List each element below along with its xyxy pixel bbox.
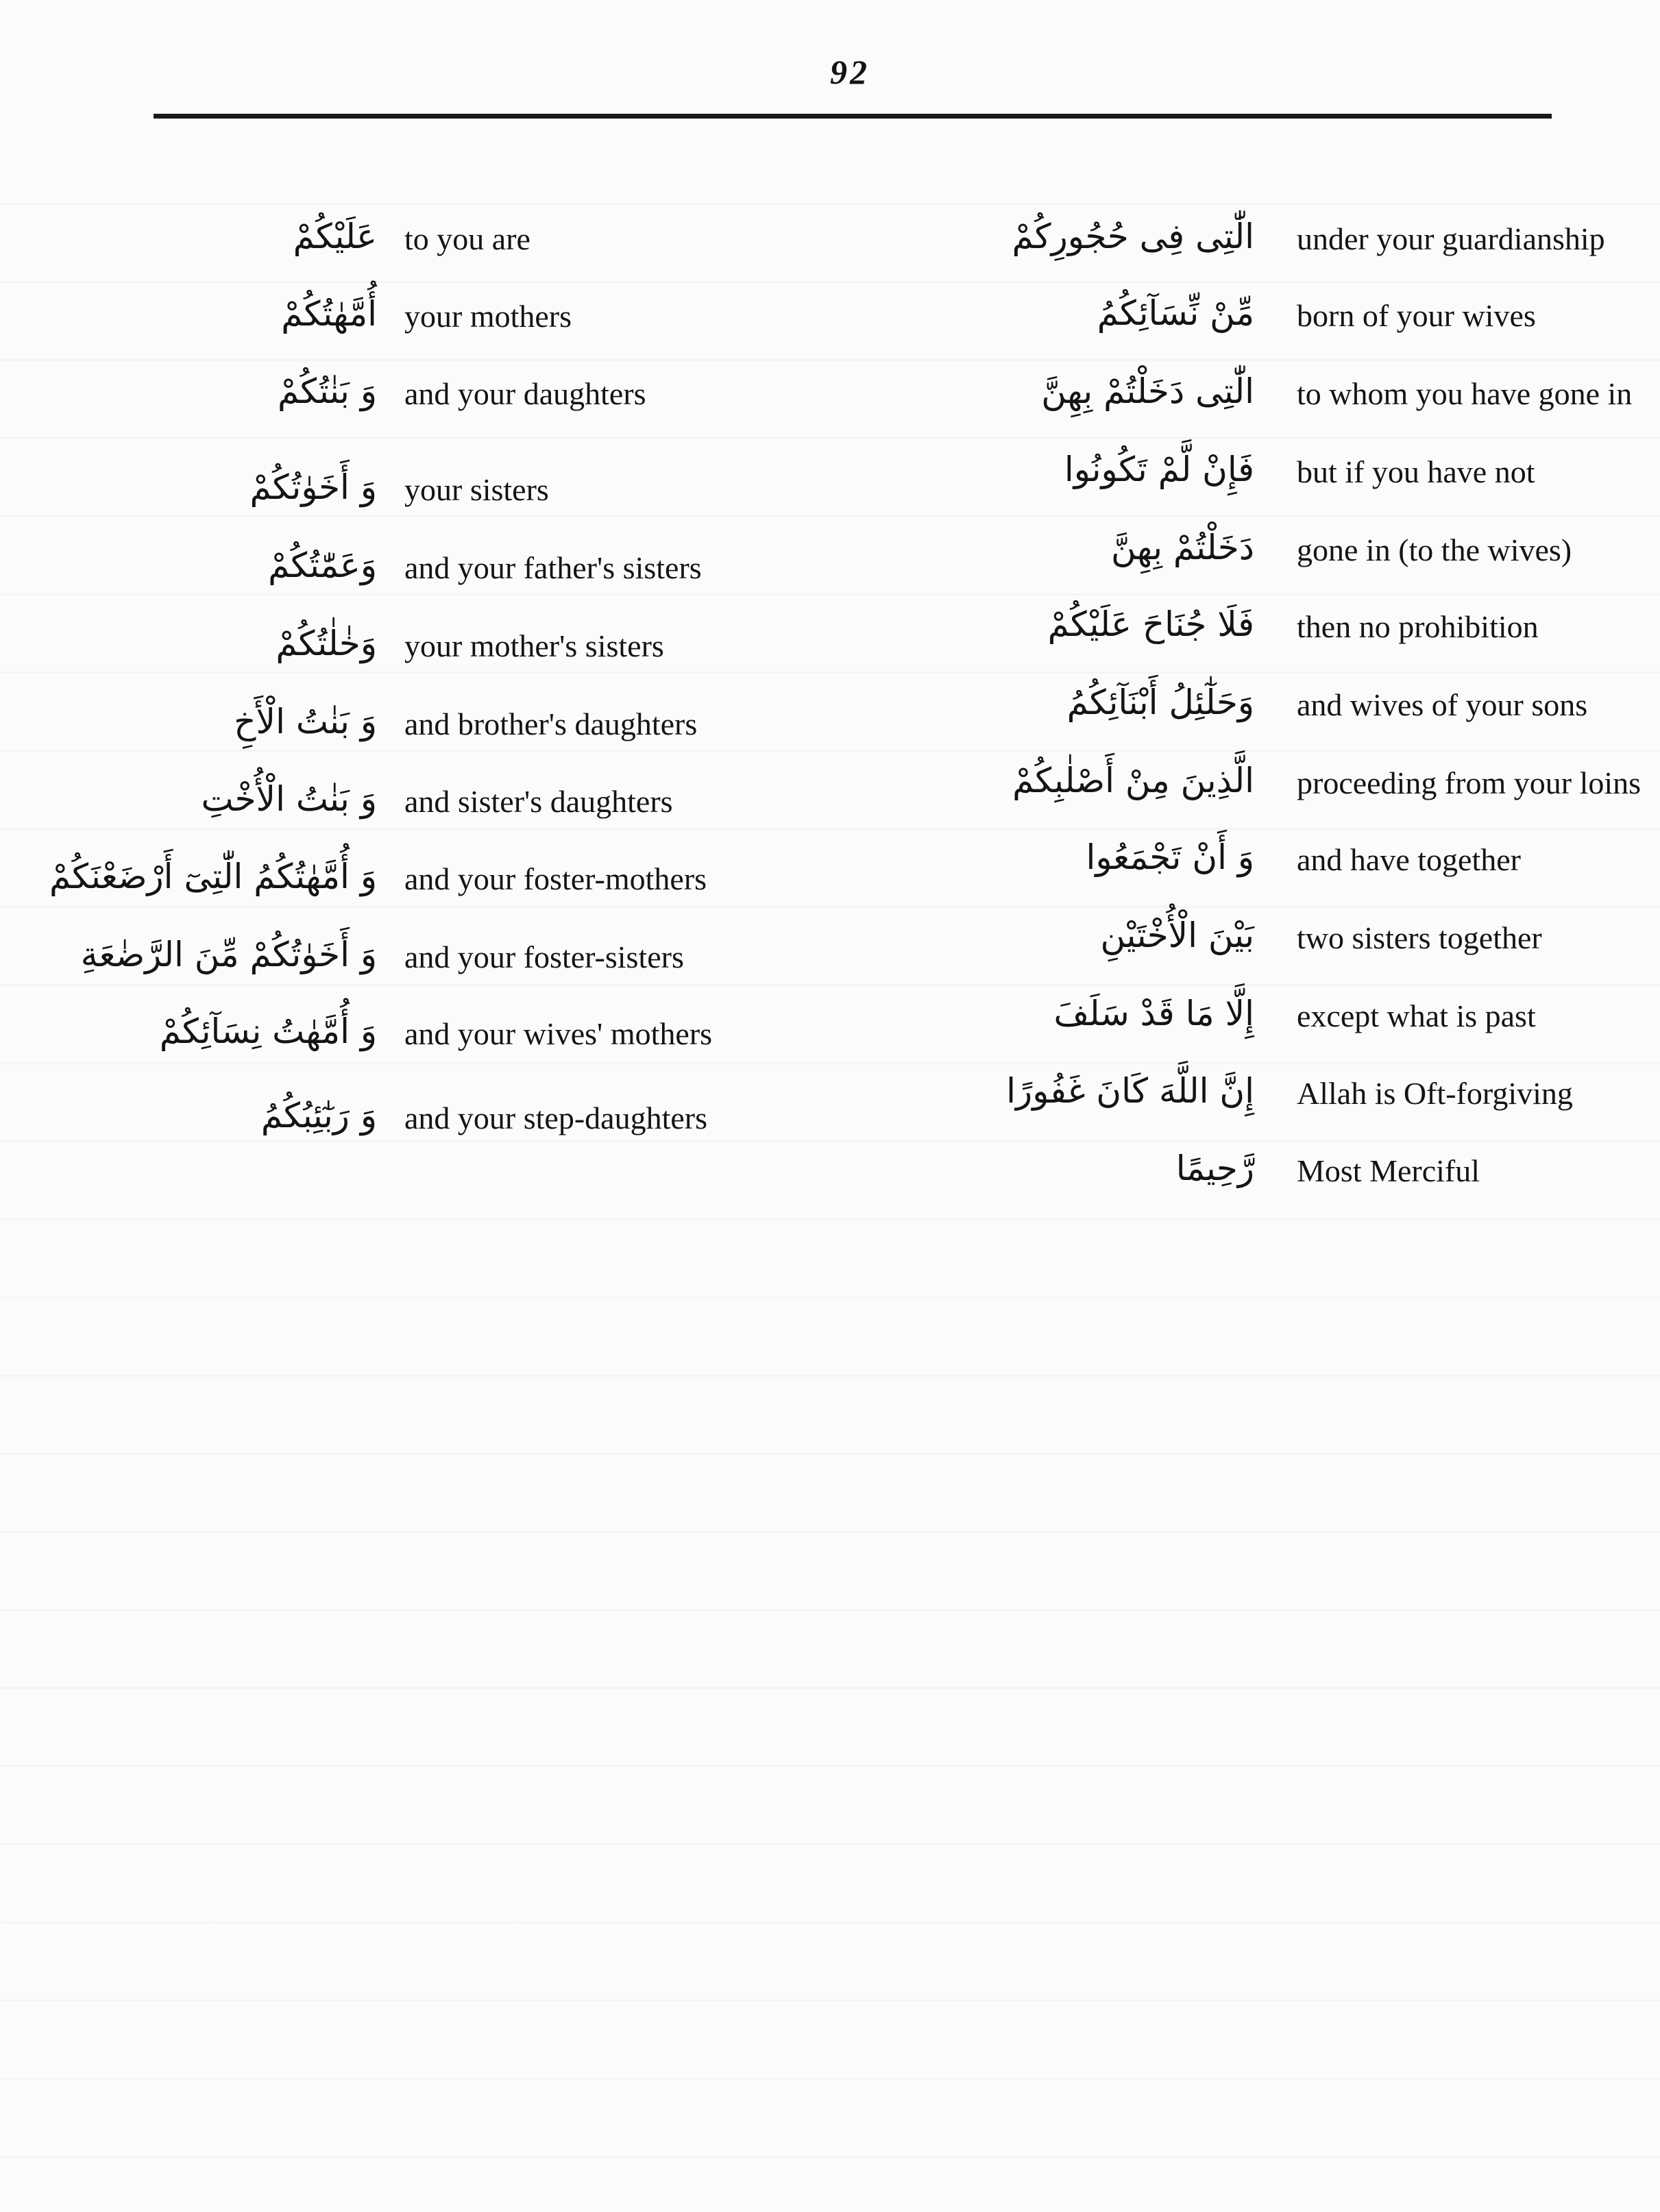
english-gloss: to whom you have gone in xyxy=(1297,376,1633,411)
header-rule xyxy=(154,114,1552,119)
english-gloss: and have together xyxy=(1297,842,1521,877)
arabic-term: وَ بَنٰتُكُمْ xyxy=(277,371,377,411)
arabic-term: الّٰتِى دَخَلْتُمْ بِهِنَّ xyxy=(1041,371,1254,411)
arabic-term: وَخٰلٰتُكُمْ xyxy=(276,624,377,663)
english-gloss: gone in (to the wives) xyxy=(1297,532,1572,567)
english-gloss: proceeding from your loins xyxy=(1297,765,1641,800)
arabic-term: الّٰتِى فِى حُجُورِكُمْ xyxy=(1012,217,1254,256)
arabic-term: وَ أَخَوٰتُكُمْ xyxy=(249,467,377,507)
arabic-term: وَ أَخَوٰتُكُمْ مِّنَ الرَّضٰعَةِ xyxy=(80,935,377,974)
arabic-term: الَّذِينَ مِنْ أَصْلٰبِكُمْ xyxy=(1012,761,1254,800)
arabic-term: فَإِنْ لَّمْ تَكُونُوا xyxy=(1064,450,1254,489)
arabic-term: وَ أُمَّهٰتُكُمُ الّٰتِىٓ أَرْضَعْنَكُمْ xyxy=(49,857,377,896)
english-gloss: and brother's daughters xyxy=(404,706,698,741)
english-gloss: Allah is Oft-forgiving xyxy=(1297,1076,1573,1111)
arabic-term: دَخَلْتُمْ بِهِنَّ xyxy=(1110,528,1254,567)
arabic-term: وَ أَنْ تَجْمَعُوا xyxy=(1086,837,1254,877)
english-gloss: two sisters together xyxy=(1297,920,1542,955)
english-gloss: and your father's sisters xyxy=(404,550,702,585)
arabic-term: مِّنْ نِّسَآئِكُمُ xyxy=(1097,293,1254,333)
arabic-term: أُمَّهٰتُكُمْ xyxy=(281,294,377,334)
english-gloss: and sister's daughters xyxy=(404,784,673,819)
english-gloss: and your step-daughters xyxy=(404,1101,707,1135)
english-gloss: and your daughters xyxy=(404,376,646,411)
english-gloss: your sisters xyxy=(404,472,549,507)
english-gloss: under your guardianship xyxy=(1297,221,1605,256)
english-gloss: and your foster-mothers xyxy=(404,861,707,896)
english-gloss: to you are xyxy=(404,221,530,256)
english-gloss: and wives of your sons xyxy=(1297,687,1588,722)
english-gloss: but if you have not xyxy=(1297,454,1535,489)
arabic-term: عَلَيْكُمْ xyxy=(293,217,377,256)
arabic-term: رَّحِيمًا xyxy=(1175,1148,1254,1188)
page-number: 92 xyxy=(830,53,870,91)
arabic-term: إِلَّا مَا قَدْ سَلَفَ xyxy=(1053,994,1254,1033)
arabic-term: وَ أُمَّهٰتُ نِسَآئِكُمْ xyxy=(159,1011,377,1051)
arabic-term: وَحَلٰٓئِلُ أَبْنَآئِكُمُ xyxy=(1066,683,1254,722)
arabic-term: بَيْنَ الْأُخْتَيْنِ xyxy=(1100,915,1254,955)
arabic-term: وَ بَنٰتُ الْأَخِ xyxy=(234,702,377,741)
english-gloss: except what is past xyxy=(1297,998,1536,1033)
arabic-term: وَعَمّٰتُكُمْ xyxy=(268,545,377,585)
english-gloss: and your wives' mothers xyxy=(404,1016,713,1051)
arabic-term: وَ رَبٰٓئِبُكُمُ xyxy=(260,1096,377,1135)
arabic-term: وَ بَنٰتُ الْأُخْتِ xyxy=(201,779,377,819)
arabic-term: فَلَا جُنَاحَ عَلَيْكُمْ xyxy=(1047,604,1254,644)
english-gloss: and your foster-sisters xyxy=(404,939,684,974)
english-gloss: then no prohibition xyxy=(1297,609,1539,644)
english-gloss: Most Merciful xyxy=(1297,1153,1480,1188)
english-gloss: your mother's sisters xyxy=(404,628,664,663)
english-gloss: born of your wives xyxy=(1297,298,1536,333)
arabic-term: إِنَّ اللَّهَ كَانَ غَفُورًا xyxy=(1006,1071,1254,1111)
english-gloss: your mothers xyxy=(404,299,572,334)
